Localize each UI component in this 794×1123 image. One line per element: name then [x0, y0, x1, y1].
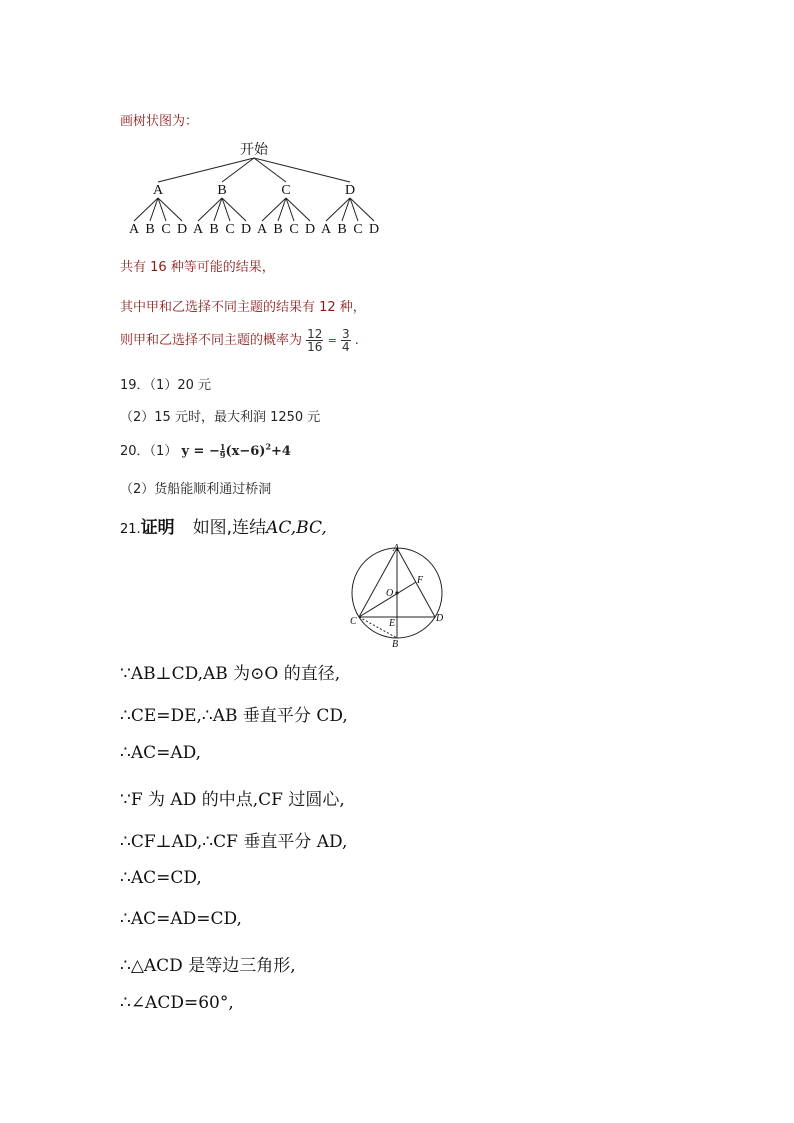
tree-leaf-label: B — [273, 222, 283, 237]
tree-leaf-label: C — [289, 222, 299, 237]
tree-branch-line — [254, 158, 350, 182]
q21-header — [120, 513, 327, 538]
tree-root-label: 开始 — [240, 143, 268, 158]
tree-leaf-label: D — [240, 222, 252, 237]
tree-level1-label: B — [217, 183, 227, 198]
probability-line — [120, 328, 359, 353]
tree-leaf-label: D — [304, 222, 316, 237]
fraction-12-16 — [306, 328, 323, 353]
q19-part1: 19．（1）20 元 — [120, 378, 211, 393]
q21-number: 21. — [120, 522, 141, 537]
label-f: F — [417, 575, 424, 586]
center-point — [395, 591, 398, 594]
label-o: O — [386, 588, 394, 599]
fraction-denominator: 16 — [307, 340, 323, 354]
tree-leaf-label: A — [320, 222, 332, 237]
formula-frac-den: 9 — [219, 450, 226, 460]
fraction-numerator: 3 — [341, 327, 350, 341]
probability-prefix: 则甲和乙选择不同主题的概率为 — [120, 333, 303, 348]
label-e: E — [389, 618, 396, 629]
equals-sign: = — [327, 334, 337, 347]
fraction-denominator: 4 — [341, 340, 350, 354]
tree-branch-line — [158, 158, 254, 182]
q20-prefix: 20．（1） — [120, 444, 178, 459]
tree-heading: 画树状图为： — [120, 114, 199, 129]
tree-level1-label: C — [281, 183, 291, 198]
proof-line-4: ∵F 为 AD 的中点,CF 过圆心, — [120, 790, 345, 810]
label-b: B — [392, 639, 399, 650]
label-a: A — [393, 543, 400, 554]
q20-part1 — [120, 440, 291, 459]
tree-leaf-label: B — [145, 222, 155, 237]
q21-text: 如图,连结 — [192, 518, 267, 538]
tree-leaf-label: A — [128, 222, 140, 237]
label-c: C — [350, 616, 357, 627]
tree-leaf-label: C — [225, 222, 235, 237]
fraction-3-4 — [341, 328, 351, 353]
proof-line-2: ∴CE=DE,∴AB 垂直平分 CD, — [120, 706, 348, 726]
formula-paren: (x−6) — [225, 444, 266, 459]
q21-label: 证明 — [140, 518, 175, 538]
tree-leaf-label: A — [192, 222, 204, 237]
circle-geometry-diagram — [345, 541, 455, 651]
q20-part2: （2）货船能顺利通过桥洞 — [120, 482, 272, 497]
proof-line-9: ∴∠ACD=60°, — [120, 993, 234, 1013]
tree-leaf-label: D — [368, 222, 380, 237]
proof-line-3: ∴AC=AD, — [120, 743, 202, 763]
tree-leaf-label: B — [337, 222, 347, 237]
formula-frac-num: 1 — [219, 441, 226, 452]
tree-leaf-label: C — [161, 222, 171, 237]
formula-exponent: 2 — [265, 441, 272, 452]
q21-vars: AC,BC, — [266, 518, 327, 538]
tree-leaf-label: C — [353, 222, 363, 237]
label-d: D — [436, 613, 444, 624]
proof-line-8: ∴△ACD 是等边三角形, — [120, 956, 296, 976]
different-results-line: 其中甲和乙选择不同主题的结果有 12 种， — [120, 300, 366, 315]
tree-level1-label: A — [152, 183, 164, 198]
tree-leaf-label: B — [209, 222, 219, 237]
proof-line-7: ∴AC=AD=CD, — [120, 909, 242, 929]
q20-formula — [181, 441, 291, 460]
formula-constant: +4 — [271, 444, 291, 459]
tree-leaf-label: A — [256, 222, 268, 237]
proof-line-1: ∵AB⊥CD,AB 为⊙O 的直径, — [120, 664, 341, 684]
period: . — [354, 333, 359, 348]
fraction-numerator: 12 — [307, 327, 323, 341]
segment-ac — [359, 548, 397, 617]
proof-line-6: ∴AC=CD, — [120, 868, 202, 888]
tree-leaf-label: D — [176, 222, 188, 237]
proof-line-5: ∴CF⊥AD,∴CF 垂直平分 AD, — [120, 832, 348, 852]
tree-diagram — [112, 138, 382, 238]
formula-lhs: y = − — [181, 444, 220, 459]
total-results-line: 共有 16 种等可能的结果， — [120, 260, 275, 275]
q19-part2: （2）15 元时，最大利润 1250 元 — [120, 410, 321, 425]
tree-level1-label: D — [344, 183, 356, 198]
